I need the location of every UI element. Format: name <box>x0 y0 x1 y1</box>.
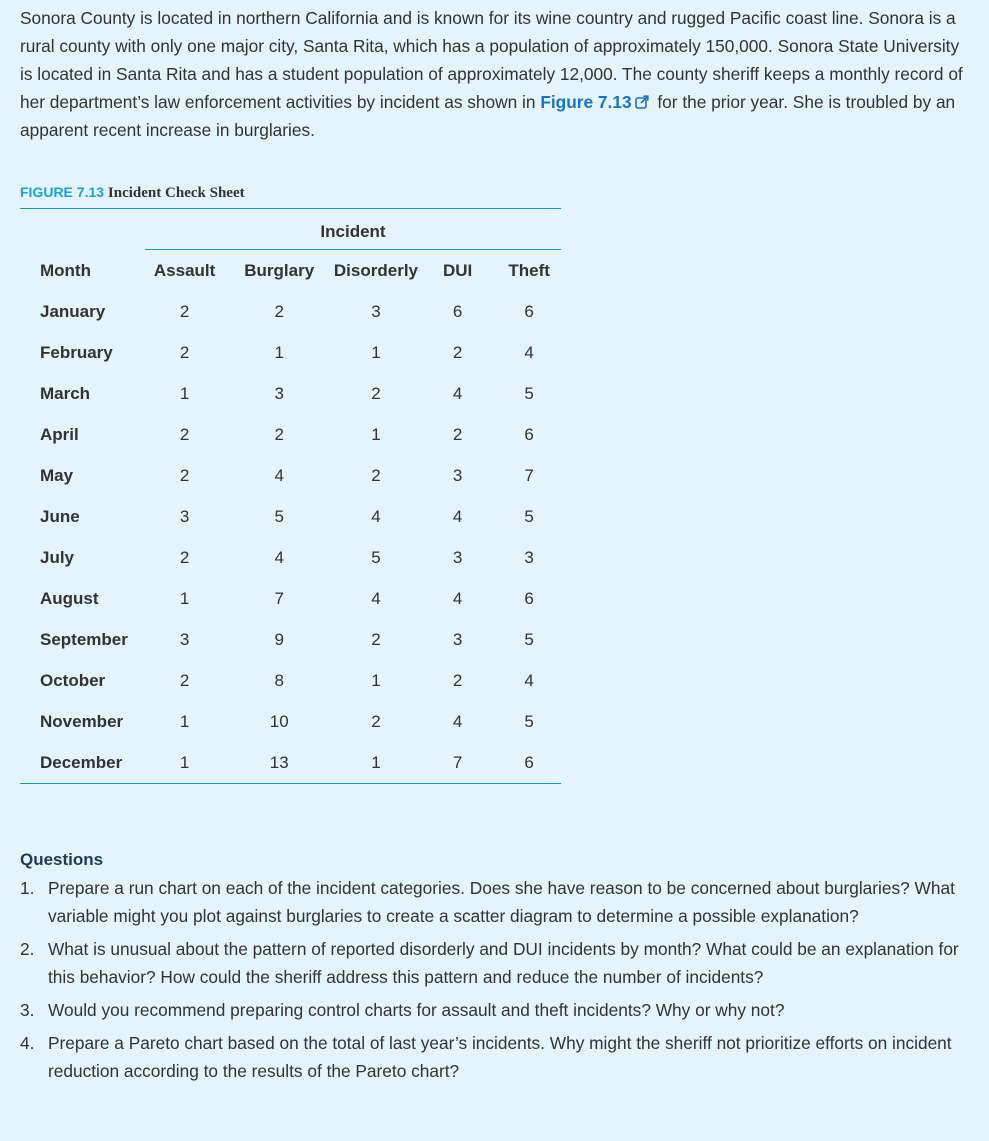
question-number: 1. <box>20 878 35 898</box>
table-row <box>20 291 561 332</box>
assault-cell: 3 <box>179 629 190 649</box>
question-number: 4. <box>20 1033 35 1053</box>
month-cell: March <box>40 383 91 403</box>
assault-cell: 2 <box>179 465 190 485</box>
dui-cell: 7 <box>452 752 463 772</box>
dui-cell: 3 <box>452 547 463 567</box>
questions-heading: Questions <box>20 850 104 869</box>
disorderly-cell: 4 <box>371 588 381 608</box>
burglary-cell: 1 <box>274 342 284 362</box>
intro-text-after: for the prior year. She is troubled by an apparent recent increase in burglaries. <box>20 92 956 140</box>
column-header-dui: DUI <box>443 260 473 280</box>
theft-cell: 6 <box>524 301 534 321</box>
month-cell: November <box>40 711 124 731</box>
disorderly-cell: 1 <box>371 670 381 690</box>
theft-cell: 4 <box>524 670 534 690</box>
incident-check-sheet-figure <box>20 180 561 784</box>
assault-cell: 2 <box>179 301 190 321</box>
assault-cell: 2 <box>179 670 190 690</box>
disorderly-cell: 1 <box>371 752 381 772</box>
burglary-cell: 5 <box>274 506 284 526</box>
theft-cell: 5 <box>524 629 534 649</box>
assault-cell: 1 <box>179 383 190 403</box>
question-text: Would you recommend preparing control charts for assault and theft incidents? Why or why not? <box>48 1000 785 1020</box>
disorderly-cell: 1 <box>371 342 381 362</box>
theft-cell: 5 <box>524 711 534 731</box>
table-header-row <box>20 250 561 291</box>
disorderly-cell: 2 <box>371 383 381 403</box>
figure-title: Incident Check Sheet <box>107 185 245 201</box>
burglary-cell: 8 <box>274 670 284 690</box>
table-row <box>20 496 561 537</box>
month-cell: January <box>40 301 106 321</box>
table-row <box>20 332 561 373</box>
dui-cell: 4 <box>452 383 463 403</box>
theft-cell: 6 <box>524 424 534 444</box>
column-header-burglary: Burglary <box>244 260 315 280</box>
month-cell: July <box>40 547 75 567</box>
dui-cell: 3 <box>452 465 463 485</box>
question-number: 2. <box>20 939 35 959</box>
questions-section <box>20 850 970 1090</box>
disorderly-cell: 2 <box>371 629 381 649</box>
column-header-assault: Assault <box>153 260 216 280</box>
table-row <box>20 742 561 784</box>
table-row <box>20 414 561 455</box>
burglary-cell: 2 <box>274 301 284 321</box>
burglary-cell: 3 <box>274 383 284 403</box>
month-cell: December <box>40 752 123 772</box>
dui-cell: 2 <box>452 424 463 444</box>
assault-cell: 2 <box>179 547 190 567</box>
assault-cell: 1 <box>179 588 190 608</box>
theft-cell: 7 <box>524 465 534 485</box>
month-cell: August <box>40 588 99 608</box>
table-row <box>20 373 561 414</box>
assault-cell: 2 <box>179 342 190 362</box>
dui-cell: 6 <box>452 301 463 321</box>
dui-cell: 4 <box>452 506 463 526</box>
assault-cell: 1 <box>179 752 190 772</box>
figure-label: FIGURE 7.13 <box>20 184 105 200</box>
table-row <box>20 578 561 619</box>
intro-text-before: Sonora County is located in northern California and is known for its wine country and rugged Pacific coast line. Sonora is a rural county with only one major city, Santa Rita, which has a population of approximately 150,000. Sonora State University is located in Santa Rita and has a student population of approximately 12,000. The county sheriff keeps a monthly record of her department’s law enforcement activities by incident as shown in <box>20 8 963 112</box>
theft-cell: 5 <box>524 383 534 403</box>
column-header-theft: Theft <box>508 260 550 280</box>
figure-link[interactable]: Figure 7.13 <box>540 92 632 112</box>
burglary-cell: 7 <box>274 588 284 608</box>
figure-caption <box>20 180 561 209</box>
question-text: Prepare a run chart on each of the incident categories. Does she have reason to be concerned about burglaries? What variable might you plot against burglaries to create a scatter diagram to determine a possible explanation? <box>48 878 955 926</box>
burglary-cell: 10 <box>269 711 289 731</box>
table-row <box>20 455 561 496</box>
disorderly-cell: 4 <box>371 506 381 526</box>
dui-cell: 2 <box>452 342 463 362</box>
assault-cell: 1 <box>179 711 190 731</box>
disorderly-cell: 1 <box>371 424 381 444</box>
month-cell: May <box>40 465 74 485</box>
month-cell: June <box>40 506 80 526</box>
question-text: What is unusual about the pattern of reported disorderly and DUI incidents by month? What could be an explanation for this behavior? How could the sheriff address this pattern and reduce the number of incidents? <box>48 939 959 987</box>
column-header-disorderly: Disorderly <box>333 260 418 280</box>
month-cell: September <box>40 629 128 649</box>
month-cell: February <box>40 342 113 362</box>
incident-group-label: Incident <box>320 222 386 241</box>
question-text: Prepare a Pareto chart based on the total of last year’s incidents. Why might the sheriff not prioritize efforts on incident reduction according to the results of the Pareto chart? <box>48 1033 952 1081</box>
month-cell: October <box>40 670 106 690</box>
question-item <box>20 874 970 930</box>
table-row <box>20 537 561 578</box>
theft-cell: 6 <box>524 752 534 772</box>
external-link-icon[interactable] <box>635 95 649 109</box>
question-item <box>20 935 970 991</box>
disorderly-cell: 2 <box>371 711 381 731</box>
table-row <box>20 660 561 701</box>
theft-cell: 4 <box>524 342 534 362</box>
burglary-cell: 13 <box>269 752 289 772</box>
question-item <box>20 996 970 1024</box>
table-row <box>20 701 561 742</box>
group-header-rule <box>145 249 561 250</box>
burglary-cell: 4 <box>274 465 284 485</box>
column-header-month: Month <box>40 260 91 280</box>
burglary-cell: 9 <box>274 629 284 649</box>
assault-cell: 3 <box>179 506 190 526</box>
dui-cell: 4 <box>452 711 463 731</box>
assault-cell: 2 <box>179 424 190 444</box>
dui-cell: 3 <box>452 629 463 649</box>
question-item <box>20 1029 970 1085</box>
disorderly-cell: 5 <box>371 547 381 567</box>
table-row <box>20 619 561 660</box>
dui-cell: 2 <box>452 670 463 690</box>
questions-list <box>20 874 970 1085</box>
intro-paragraph <box>20 4 970 144</box>
question-number: 3. <box>20 1000 35 1020</box>
month-cell: April <box>40 424 79 444</box>
theft-cell: 5 <box>524 506 534 526</box>
burglary-cell: 4 <box>274 547 284 567</box>
theft-cell: 3 <box>524 547 534 567</box>
disorderly-cell: 2 <box>371 465 381 485</box>
disorderly-cell: 3 <box>371 301 381 321</box>
incident-table <box>20 250 561 784</box>
dui-cell: 4 <box>452 588 463 608</box>
burglary-cell: 2 <box>274 424 284 444</box>
incident-group-header <box>20 209 561 250</box>
theft-cell: 6 <box>524 588 534 608</box>
